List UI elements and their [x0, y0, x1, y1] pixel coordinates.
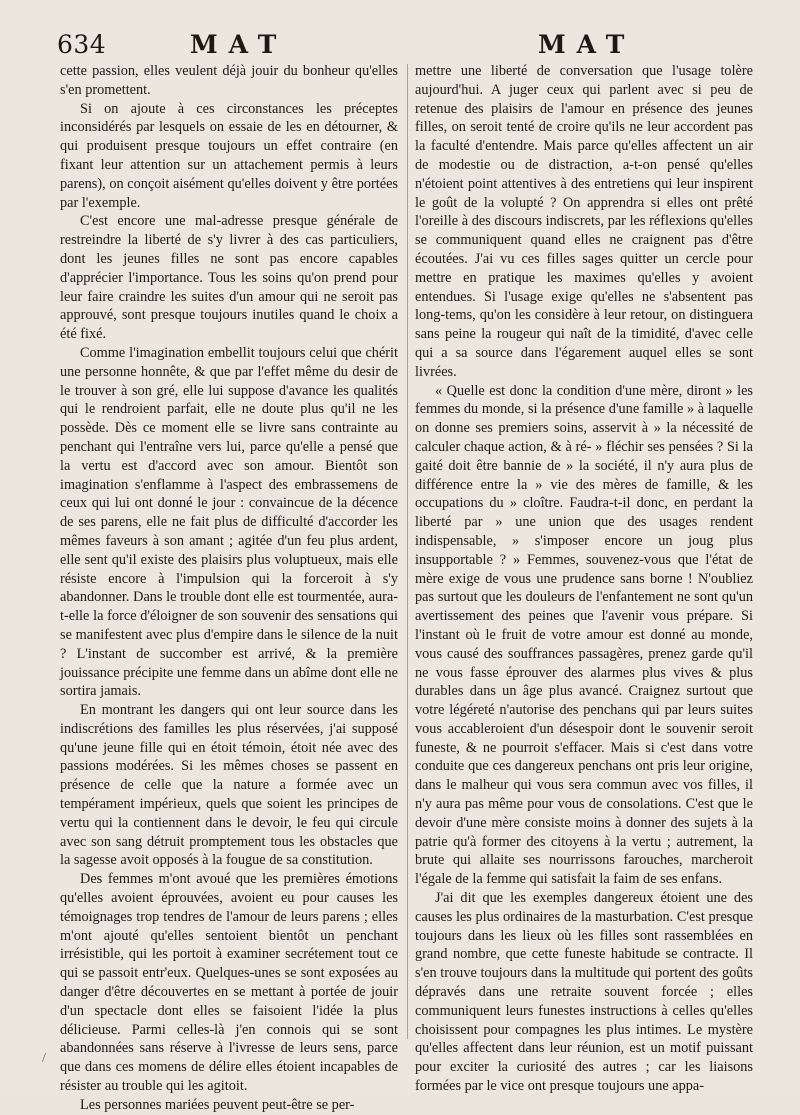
- margin-mark: /: [42, 1051, 46, 1066]
- paragraph: J'ai dit que les exemples dangereux étoient une des causes les plus ordinaires de la masturbation. C'est presque toujours dans les lieux où les filles sont rassemblées en grand nombre, que cette funeste habitude se contracte. Il s'en trouve toujours dans la multitude qui portent des goûts dépravés dans une retraite souvent forcée ; elles communiquent leurs funestes instructions à celles qu'elles choisissent pour compagnes les plus intimes. Le mystère qu'elles affectent dans leur réunion, est un motif puissant pour exciter la curiosité des autres ; car les liaisons formées par le vice ont presque toujours une appa-: [415, 890, 753, 1095]
- running-head-left: MAT: [190, 30, 288, 59]
- running-head-right: MAT: [538, 30, 636, 59]
- paragraph: Si on ajoute à ces circonstances les préceptes inconsidérés par lesquels on essaie de les en détourner, & qui produisent presque toujours un effet contraire (en fixant leur attention sur un attachement permis à leurs parens), on conçoit aisément qu'elles doivent y être portées par l'exemple.: [60, 100, 398, 211]
- paragraph: Des femmes m'ont avoué que les premières émotions qu'elles avoient éprouvées, avoient eu pour causes les témoignages trop tendres de l'amour de leurs parens ; elles m'ont ajouté qu'elles sentoient bientôt un penchant irrésistible, qui les portoit à examiner secrétement tout ce qui se passoit entr'eux. Quelques-unes se sont exposées au danger d'être découvertes en se mettant à portée de jouir d'un spectacle dont elles se faisoient l'idée la plus délicieuse. Parmi celles-là j'en connois qui se sont abandonnées sans réserve à l'ivresse de leurs sens, parce que dans ces momens de délire elles étoient incapables de résister au trouble qui les agitoit.: [60, 871, 398, 1095]
- column-divider: [407, 64, 408, 1039]
- paragraph: « Quelle est donc la condition d'une mère, diront » les femmes du monde, si la présence d'une famille » à laquelle on donne ses premiers soins, asservit à » la nécessité de calculer chaque action, & à ré- » fléchir ses pensées ? Si la gaité doit être bannie de » la société, il n'y aura plus de différence entre la » vie des mères de famille, & les occupations du » cloître. Faudra-t-il donc, en perdant la liberté par » une union que des usages rendent indispensable, » s'imposer encore un joug plus insupportable ? » Femmes, souvenez-vous que l'état de mère exige de vous une prudence sans borne ! N'oubliez pas surtout que les douleurs de l'enfantement ne sont qu'un avertissement des peines que l'avenir vous prépare. Si l'instant où le fruit de votre amour est donné au monde, vous causé des souffrances passagères, prenez garde qu'il ne vous fasse éprouver des alarmes plus vives & plus durables dans un âge plus avancé. Craignez surtout que votre légéreté n'autorise des penchans qui par leurs suites vous accableroient d'un désespoir dont le souvenir seroit funeste, & ne pourroit s'effacer. Mais si c'est dans votre conduite que ces dangereux penchans ont pris leur origine, dans le malheur qui vous sera commun avec vos filles, il n'y aura pas même pour vous de consolations. C'est que le devoir d'une mère consiste moins à donner des sujets à la patrie qu'à former des citoyens à la vertu ; autrement, la brute qui allaite ses nourrissons farouches, marcheroit l'égale de la femme qui satisfait la faim de ses enfans.: [415, 382, 753, 888]
- left-column: [60, 62, 398, 1115]
- paragraph: Comme l'imagination embellit toujours celui que chérit une personne honnête, & que par l'effet même du desir de le trouver à son gré, elle lui suppose d'avance les qualités qui le rendroient parfait, elle ne doute plus qu'il ne les possède. Dès ce moment elle se livre sans contrainte au penchant qui l'entraîne vers lui, parce qu'elle a pensé que la vertu est d'accord avec son amour. Bientôt son imagination s'enflamme à l'aspect des embrassemens de ceux qui lui ont donné le jour : convaincue de la décence de ses parens, elle ne fait plus de difficulté d'accorder les mêmes faveurs à son amant ; agitée d'un feu plus ardent, elle sent qu'il existe des plaisirs plus voluptueux, mais elle résiste encore à l'impulsion qui la forceroit à s'y abandonner. Dans le trouble dont elle est tourmentée, aura-t-elle la force d'éloigner de son souvenir des sensations qui se manifestent avec plus d'empire dans le silence de la nuit ? L'instant de succomber est arrivé, & la première jouissance précipite une femme dans un abîme dont elle ne sortira jamais.: [60, 344, 398, 700]
- paragraph: cette passion, elles veulent déjà jouir du bonheur qu'elles s'en promettent.: [60, 63, 398, 98]
- paragraph: C'est encore une mal-adresse presque générale de restreindre la liberté de s'y livrer à des cas particuliers, dont les jeunes filles ne sont pas encore capables d'apprécier l'importance. Tous les soins qu'on prend pour leur faire craindre les suites d'un amour qui ne seroit pas approuvé, sont presque toujours inutiles quand le choix a été fixé.: [60, 213, 398, 343]
- page-number: 634: [57, 30, 107, 59]
- paragraph: mettre une liberté de conversation que l'usage tolère aujourd'hui. A juger ceux qui parlent avec si peu de retenue des plaisirs de l'amour en présence des jeunes filles, on seroit tenté de croire qu'ils ne leur accordent pas la faculté d'entendre. Mais parce qu'elles affectent un air de modestie ou de distraction, a-t-on pensé qu'elles n'étoient point attentives à des entretiens qui leur inspirent le goût de la volupté ? On apprendra si elles ont prêté l'oreille à des discours indiscrets, par les réflexions qu'elles se communiquent quand elles ne craignent pas d'être écoutées. J'ai vu ces filles sages quitter un cercle pour mettre en pratique les maximes qu'elles y avoient entendues. Si l'usage exige qu'elles ne s'absentent pas long-tems, qu'on les considère à leur retour, on distinguera sans peine la rougeur qui naît de la timidité, d'avec celle qui a sa source dans l'égarement auquel elles se sont livrées.: [415, 63, 753, 380]
- paragraph: En montrant les dangers qui ont leur source dans les indiscrétions des familles les plus réservées, j'ai supposé qu'une jeune fille qui en étoit témoin, étoit née avec des passions modérées. Si les mêmes choses se passent en présence de celle que la nature a formée avec un tempérament impérieux, quels que soient les principes de vertu qui la contiennent dans le devoir, le feu qui circule avec son sang détruit promptement tous les obstacles que la sagesse avoit opposés à la fougue de sa constitution.: [60, 702, 398, 869]
- right-column: [415, 62, 753, 1096]
- page-header: [0, 30, 800, 64]
- paragraph: Les personnes mariées peuvent peut-être se per-: [80, 1096, 355, 1113]
